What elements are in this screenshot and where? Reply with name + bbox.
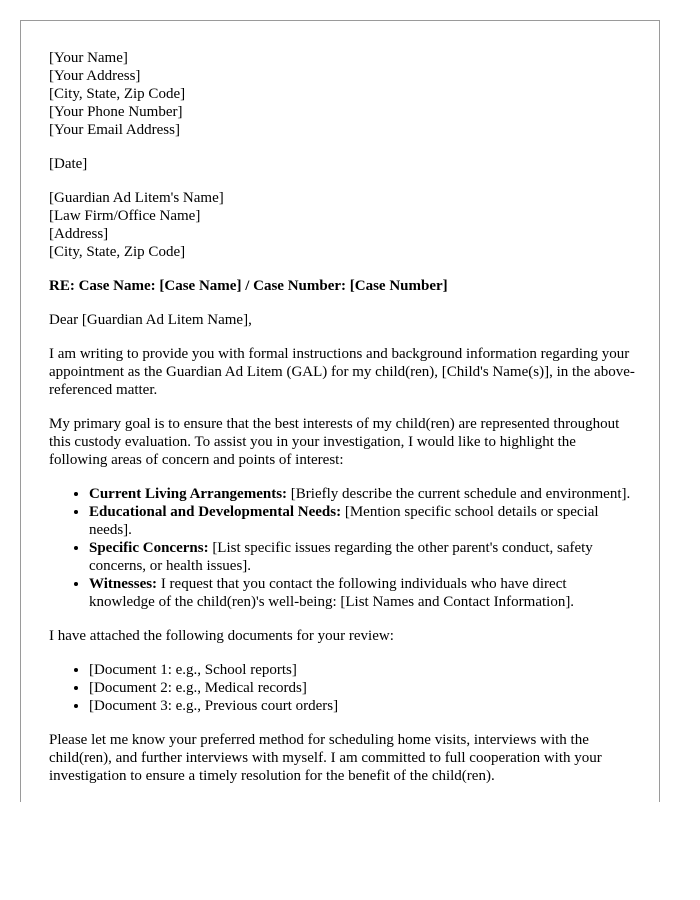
sender-address: [Your Address] (49, 68, 141, 84)
concern-label: Educational and Developmental Needs: (89, 504, 342, 520)
document-item: • [Document 1: e.g., School reports] (89, 661, 635, 679)
re-line: RE: Case Name: [Case Name] / Case Number: [Case Number] (49, 278, 448, 294)
salutation: Dear [Guardian Ad Litem Name], (49, 312, 252, 328)
intro-paragraph: I am writing to provide you with formal instructions and background information regarding your appointment as the Guardian Ad Litem (GAL) for my child(ren), [Child's Name(s)], in the above-referenced matter. (49, 346, 635, 398)
concern-item (89, 485, 635, 503)
letter-date: [Date] (49, 156, 88, 172)
concern-item (89, 575, 635, 611)
concern-text: [List specific issues regarding the other parent's conduct, safety concerns, or health issues]. (89, 540, 593, 574)
letter-content (49, 49, 635, 785)
sender-block (49, 49, 635, 139)
goal-paragraph: My primary goal is to ensure that the best interests of my child(ren) are represented throughout this custody evaluation. To assist you in your investigation, I would like to highlight the following areas of concern and points of interest: (49, 416, 620, 468)
sender-email: [Your Email Address] (49, 122, 180, 138)
sender-name: [Your Name] (49, 50, 128, 66)
concern-text: I request that you contact the following individuals who have direct knowledge of the child(ren)'s well-being: [List Names and Contact Information]. (89, 576, 575, 610)
concern-item (89, 503, 635, 539)
recipient-block (49, 189, 635, 261)
recipient-name: [Guardian Ad Litem's Name] (49, 190, 224, 206)
concern-label: Current Living Arrangements: (89, 486, 288, 502)
concern-label: Witnesses: (89, 576, 158, 592)
recipient-city-state-zip: [City, State, Zip Code] (49, 244, 186, 260)
attached-paragraph: I have attached the following documents for your review: (49, 628, 394, 644)
documents-list (49, 661, 635, 715)
document-item: • [Document 3: e.g., Previous court orders] (89, 697, 635, 715)
letter-page (20, 20, 660, 802)
concern-item (89, 539, 635, 575)
document-item: • [Document 2: e.g., Medical records] (89, 679, 635, 697)
concern-text: [Mention specific school details or special needs]. (89, 504, 599, 538)
concern-text: [Briefly describe the current schedule and environment]. (287, 486, 631, 502)
concerns-list (49, 485, 635, 611)
recipient-firm: [Law Firm/Office Name] (49, 208, 201, 224)
sender-phone: [Your Phone Number] (49, 104, 183, 120)
recipient-address: [Address] (49, 226, 109, 242)
concern-label: Specific Concerns: (89, 540, 209, 556)
sender-city-state-zip: [City, State, Zip Code] (49, 86, 186, 102)
closing-paragraph: Please let me know your preferred method for scheduling home visits, interviews with the child(ren), and further interviews with myself. I am committed to full cooperation with your investigation to ensure a timely resolution for the benefit of the child(ren). (49, 732, 602, 784)
